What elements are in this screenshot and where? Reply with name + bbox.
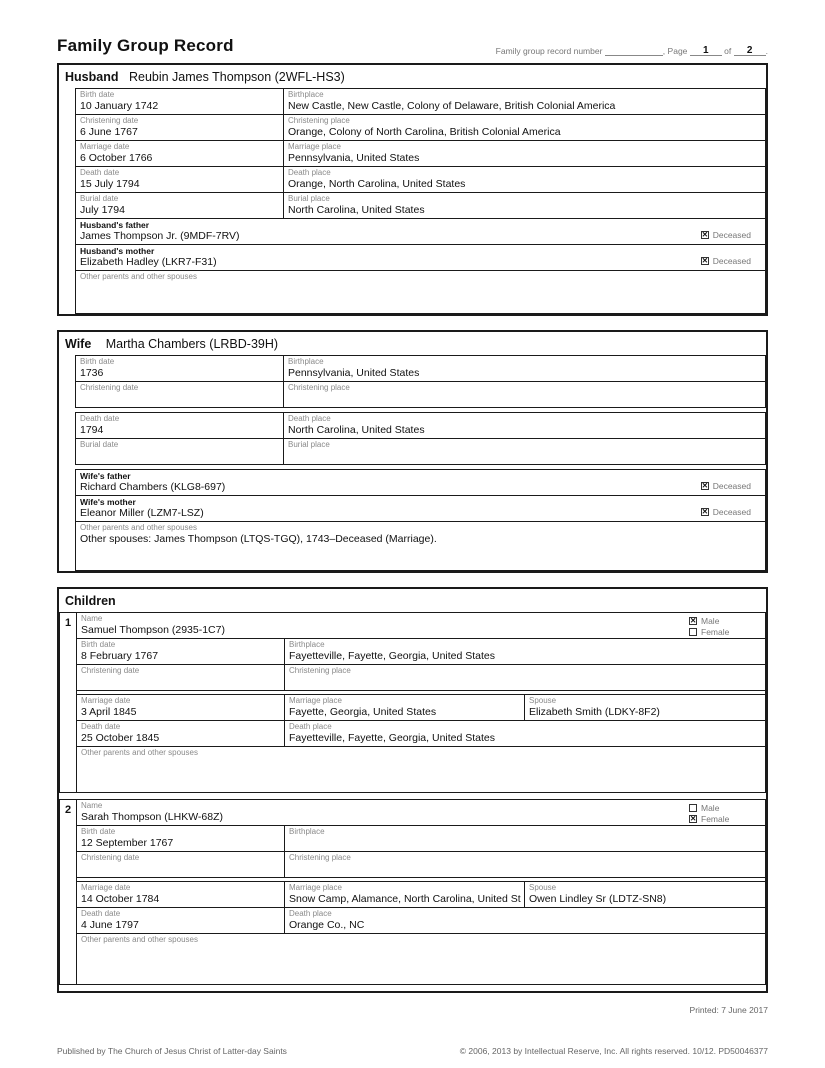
- publisher-text: Published by The Church of Jesus Christ of Latter-day Saints: [57, 1046, 287, 1056]
- deceased-checkbox: [701, 231, 709, 239]
- footer: [57, 1046, 768, 1056]
- husband-birth-row: [75, 88, 766, 115]
- female-checkbox: [689, 628, 697, 636]
- field-label: Name: [81, 614, 103, 623]
- field-label: Marriage place: [288, 142, 341, 151]
- male-label: Male: [701, 616, 720, 626]
- field-label: Christening date: [81, 666, 140, 675]
- husband-burial-date: July 1794: [80, 204, 125, 216]
- deceased-checkbox: [701, 257, 709, 265]
- child-other-parents-row: [77, 747, 765, 792]
- field-label: Birthplace: [288, 90, 324, 99]
- husband-marriage-row: [75, 140, 766, 167]
- wife-name: Martha Chambers (LRBD-39H): [105, 337, 279, 351]
- sex-checkboxes: [689, 800, 765, 825]
- children-section: [57, 587, 768, 993]
- field-label: Marriage place: [289, 696, 342, 705]
- child-christening-date: [81, 863, 280, 875]
- husband-name: Reubin James Thompson (2WFL-HS3): [128, 70, 345, 84]
- wife-birth-row: [75, 355, 766, 382]
- deceased-label: Deceased: [712, 480, 751, 491]
- child-block-2: [59, 799, 766, 985]
- field-label: Other parents and other spouses: [81, 748, 198, 757]
- copyright-text: © 2006, 2013 by Intellectual Reserve, Inc. All rights reserved. 10/12. PD50046377: [459, 1046, 768, 1056]
- field-label: Other parents and other spouses: [80, 523, 197, 532]
- child-marriage-date: 3 April 1845: [81, 706, 137, 718]
- record-number-label: Family group record number: [495, 46, 603, 56]
- field-label: Spouse: [529, 883, 557, 892]
- field-label: Marriage date: [80, 142, 130, 151]
- husband-burial-row: [75, 192, 766, 219]
- field-label: Christening date: [80, 383, 139, 392]
- child-block-1: [59, 612, 766, 793]
- field-label: Death place: [288, 414, 331, 423]
- husband-father-name: James Thompson Jr. (9MDF-7RV): [80, 230, 240, 242]
- child-name: Samuel Thompson (2935-1C7): [81, 624, 225, 636]
- child-other-parents-value: [81, 758, 198, 770]
- husband-marriage-date: 6 October 1766: [80, 152, 153, 164]
- female-label: Female: [701, 627, 730, 637]
- field-label: Death date: [81, 722, 121, 731]
- field-label: Marriage date: [81, 883, 131, 892]
- male-checkbox: [689, 804, 697, 812]
- wife-section-header: [59, 332, 766, 355]
- deceased-checkbox: [701, 482, 709, 490]
- female-label: Female: [701, 814, 730, 824]
- child-death-date: 4 June 1797: [81, 919, 139, 931]
- document-page: [57, 30, 768, 1007]
- field-label: Death date: [80, 414, 120, 423]
- field-label: Birthplace: [288, 357, 324, 366]
- child-birthplace: Fayetteville, Fayette, Georgia, United States: [289, 650, 496, 662]
- page-label: Page: [667, 46, 688, 56]
- field-label: Christening date: [81, 853, 140, 862]
- wife-mother-row: [75, 495, 766, 522]
- field-label: Death place: [289, 722, 332, 731]
- husband-marriage-place: Pennsylvania, United States: [288, 152, 420, 164]
- field-label: Death place: [288, 168, 331, 177]
- child-christening-place: [289, 676, 761, 688]
- field-label: Other parents and other spouses: [80, 272, 197, 281]
- page-title: Family Group Record: [57, 36, 234, 55]
- field-label: Other parents and other spouses: [81, 935, 198, 944]
- husband-christening-row: [75, 114, 766, 141]
- wife-father-name: Richard Chambers (KLG8-697): [80, 481, 226, 493]
- child-marriage-place: Fayette, Georgia, United States: [289, 706, 437, 718]
- child-marriage-row: [77, 695, 765, 721]
- record-number-blank: [605, 47, 663, 56]
- husband-burial-place: North Carolina, United States: [288, 204, 425, 216]
- field-label: Birth date: [81, 827, 116, 836]
- husband-mother-row: [75, 244, 766, 271]
- child-death-date: 25 October 1845: [81, 732, 160, 744]
- child-death-place: Fayetteville, Fayette, Georgia, United States: [289, 732, 496, 744]
- field-label: Name: [81, 801, 103, 810]
- child-birth-date: 8 February 1767: [81, 650, 159, 662]
- husband-death-date: 15 July 1794: [80, 178, 140, 190]
- husband-mother-name: Elizabeth Hadley (LKR7-F31): [80, 256, 217, 268]
- field-label: Marriage place: [289, 883, 342, 892]
- sex-checkboxes: [689, 613, 765, 638]
- deceased-label: Deceased: [712, 506, 751, 517]
- wife-death-date: 1794: [80, 424, 104, 436]
- page-number-value: 1: [690, 45, 722, 56]
- field-label: Birthplace: [289, 827, 325, 836]
- record-number-line: Family group record number , Page 1 of 2 .: [495, 45, 768, 56]
- wife-burial-place: [288, 450, 761, 462]
- child-birth-row: [77, 826, 765, 852]
- wife-christening-place: [288, 393, 761, 405]
- wife-mother-label: Wife's mother: [80, 497, 136, 507]
- child-christening-row: [77, 665, 765, 691]
- field-label: Christening place: [289, 666, 351, 675]
- husband-father-row: [75, 218, 766, 245]
- field-label: Spouse: [529, 696, 557, 705]
- male-checkbox: [689, 617, 697, 625]
- wife-burial-date: [80, 450, 279, 462]
- wife-mother-name: Eleanor Miller (LZM7-LSZ): [80, 507, 204, 519]
- field-label: Christening date: [80, 116, 139, 125]
- husband-christening-date: 6 June 1767: [80, 126, 138, 138]
- wife-christening-row: [75, 381, 766, 408]
- child-birth-row: [77, 639, 765, 665]
- field-label: Christening place: [288, 116, 350, 125]
- wife-birthplace: Pennsylvania, United States: [288, 367, 420, 379]
- child-death-row: [77, 721, 765, 747]
- child-other-parents-value: [81, 945, 198, 957]
- child-marriage-row: [77, 882, 765, 908]
- child-christening-date: [81, 676, 280, 688]
- husband-label: Husband: [65, 70, 119, 84]
- child-christening-row: [77, 852, 765, 878]
- husband-christening-place: Orange, Colony of North Carolina, British Colonial America: [288, 126, 561, 138]
- child-number: 1: [60, 613, 77, 792]
- child-name-row: [77, 800, 765, 826]
- field-label: Birth date: [80, 90, 115, 99]
- field-label: Death date: [81, 909, 121, 918]
- child-name: Sarah Thompson (LHKW-68Z): [81, 811, 224, 823]
- field-label: Burial place: [288, 194, 330, 203]
- child-spouse: Owen Lindley Sr (LDTZ-SN8): [529, 893, 667, 905]
- printed-date: Printed: 7 June 2017: [689, 1005, 768, 1015]
- child-death-place: Orange Co., NC: [289, 919, 365, 931]
- wife-father-row: [75, 469, 766, 496]
- husband-death-row: [75, 166, 766, 193]
- child-marriage-date: 14 October 1784: [81, 893, 160, 905]
- field-label: Marriage date: [81, 696, 131, 705]
- wife-label: Wife: [65, 337, 92, 351]
- deceased-label: Deceased: [712, 255, 751, 266]
- wife-death-row: [75, 412, 766, 439]
- husband-birth-date: 10 January 1742: [80, 100, 159, 112]
- child-number: 2: [60, 800, 77, 984]
- child-birthplace: [289, 837, 761, 849]
- field-label: Christening place: [288, 383, 350, 392]
- child-name-row: [77, 613, 765, 639]
- field-label: Burial date: [80, 194, 119, 203]
- wife-other-parents-value: Other spouses: James Thompson (LTQS-TGQ), 1743–Deceased (Marriage).: [80, 533, 437, 545]
- page-header: [57, 30, 768, 56]
- wife-other-parents-row: [75, 521, 766, 571]
- child-christening-place: [289, 863, 761, 875]
- field-label: Burial date: [80, 440, 119, 449]
- male-label: Male: [701, 803, 720, 813]
- child-death-row: [77, 908, 765, 934]
- field-label: Death date: [80, 168, 120, 177]
- husband-other-parents-row: [75, 270, 766, 314]
- husband-birthplace: New Castle, New Castle, Colony of Delaware, British Colonial America: [288, 100, 616, 112]
- field-label: Birthplace: [289, 640, 325, 649]
- wife-father-label: Wife's father: [80, 471, 131, 481]
- deceased-checkbox: [701, 508, 709, 516]
- husband-section-header: [59, 65, 766, 88]
- page-total-value: 2: [734, 45, 766, 56]
- husband-mother-label: Husband's mother: [80, 246, 155, 256]
- child-spouse: Elizabeth Smith (LDKY-8F2): [529, 706, 660, 718]
- husband-death-place: Orange, North Carolina, United States: [288, 178, 466, 190]
- child-other-parents-row: [77, 934, 765, 984]
- field-label: Birth date: [80, 357, 115, 366]
- children-section-header: [59, 589, 766, 612]
- field-label: Burial place: [288, 440, 330, 449]
- field-label: Death place: [289, 909, 332, 918]
- wife-birth-date: 1736: [80, 367, 104, 379]
- children-label: Children: [65, 594, 116, 608]
- field-label: Birth date: [81, 640, 116, 649]
- wife-death-place: North Carolina, United States: [288, 424, 425, 436]
- child-marriage-place: Snow Camp, Alamance, North Carolina, United St: [289, 893, 521, 905]
- field-label: Christening place: [289, 853, 351, 862]
- deceased-label: Deceased: [712, 229, 751, 240]
- wife-christening-date: [80, 393, 279, 405]
- female-checkbox: [689, 815, 697, 823]
- husband-other-parents-value: [80, 282, 761, 294]
- husband-father-label: Husband's father: [80, 220, 150, 230]
- husband-section: [57, 63, 768, 316]
- of-label: of: [724, 46, 732, 56]
- child-birth-date: 12 September 1767: [81, 837, 174, 849]
- wife-burial-row: [75, 438, 766, 465]
- wife-section: [57, 330, 768, 573]
